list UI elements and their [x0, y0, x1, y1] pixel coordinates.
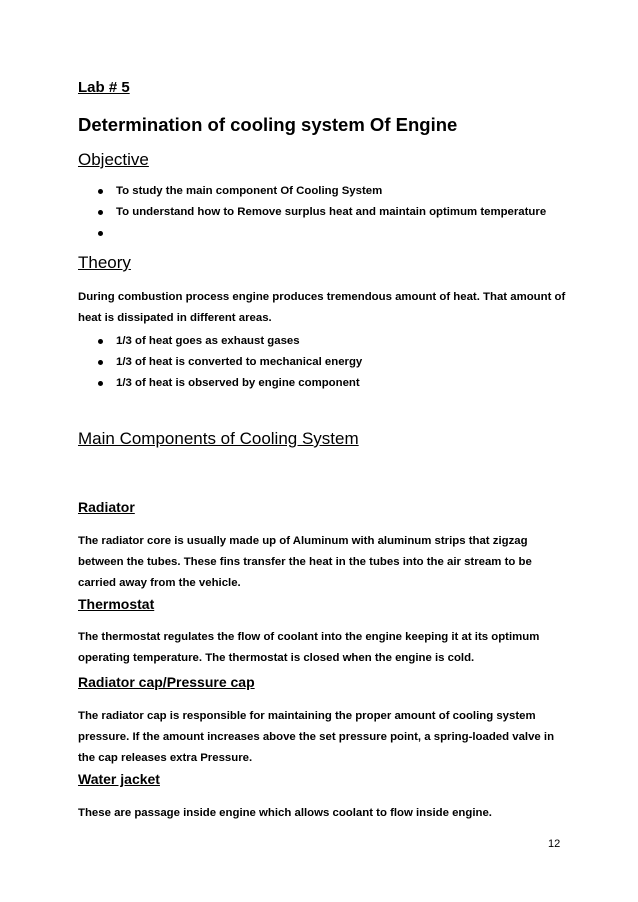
page-number: 12: [548, 838, 561, 850]
water-jacket-heading: Water jacket: [78, 771, 160, 787]
list-item-text: 1/3 of heat goes as exhaust gases: [116, 335, 300, 347]
list-item: [78, 331, 362, 352]
bullet-icon: [98, 231, 103, 236]
theory-heading: Theory: [78, 253, 131, 272]
main-components-heading: Main Components of Cooling System: [78, 429, 359, 448]
list-item: [78, 223, 546, 244]
radiator-paragraph: The radiator core is usually made up of Aluminum with aluminum strips that zigzag between the tubes. These fins transfer the heat in the tubes into the air stream to be carried away from the vehicle.: [78, 535, 532, 589]
theory-list: [78, 331, 362, 394]
objective-list: [78, 181, 546, 244]
bullet-icon: [98, 381, 103, 386]
theory-paragraph: During combustion process engine produces tremendous amount of heat. That amount of heat is dissipated in different areas.: [78, 291, 566, 324]
list-item-text: To understand how to Remove surplus heat and maintain optimum temperature: [116, 206, 547, 218]
objective-heading: Objective: [78, 150, 149, 169]
list-item-text: 1/3 of heat is observed by engine component: [116, 377, 360, 389]
lab-label: Lab # 5: [78, 79, 130, 96]
radiator-cap-heading: Radiator cap/Pressure cap: [78, 674, 255, 690]
list-item: [78, 181, 546, 202]
bullet-icon: [98, 360, 103, 365]
radiator-heading: Radiator: [78, 499, 135, 515]
thermostat-heading: Thermostat: [78, 596, 155, 612]
page-title: Determination of cooling system Of Engine: [78, 114, 458, 135]
bullet-icon: [98, 210, 103, 215]
list-item: [78, 202, 546, 223]
list-item: [78, 352, 362, 373]
radiator-cap-paragraph: The radiator cap is responsible for maintaining the proper amount of cooling system pressure. If the amount increases above the set pressure point, a spring-loaded valve in the cap releases extra Pressure.: [78, 710, 555, 764]
water-jacket-paragraph: These are passage inside engine which allows coolant to flow inside engine.: [78, 807, 492, 819]
list-item: [78, 373, 362, 394]
bullet-icon: [98, 189, 103, 194]
bullet-icon: [98, 339, 103, 344]
list-item-text: To study the main component Of Cooling System: [116, 185, 383, 197]
list-item-text: 1/3 of heat is converted to mechanical energy: [116, 356, 363, 368]
thermostat-paragraph: The thermostat regulates the flow of coolant into the engine keeping it at its optimum operating temperature. The thermostat is closed when the engine is cold.: [78, 631, 540, 664]
